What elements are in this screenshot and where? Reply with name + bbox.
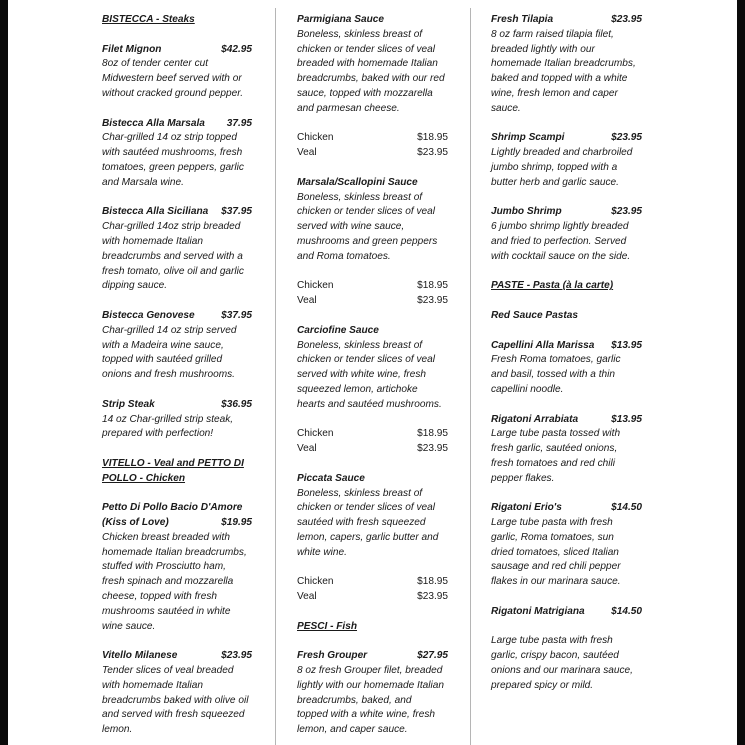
item-description: mushrooms sautéed in white xyxy=(102,605,231,617)
item-description: jumbo shrimp, topped with a xyxy=(491,161,618,173)
item-description: Large tube pasta with fresh xyxy=(491,635,613,647)
item-description: and fried to perfection. Served xyxy=(491,235,627,247)
item-description: fresh tomatoes and red chili xyxy=(491,457,615,469)
item-description: wine sauce. xyxy=(102,620,156,632)
subsection-heading-red-sauce: Red Sauce Pastas xyxy=(491,309,578,321)
menu-item-title: Bistecca Alla Siciliana $37.95 xyxy=(102,206,252,218)
item-description: breadcrumbs, baked with our red xyxy=(297,73,445,85)
price-row-veal: Veal $23.95 xyxy=(297,443,448,455)
item-description: cheese, topped with fresh xyxy=(102,591,218,603)
item-description: lemon, and caper sauce. xyxy=(297,724,408,736)
item-description: fresh tomato, olive oil and garlic xyxy=(102,265,244,277)
item-description: and Roma tomatoes. xyxy=(297,250,391,262)
item-description: with cocktail sauce on the side. xyxy=(491,250,631,262)
menu-item-title: Parmigiana Sauce xyxy=(297,14,384,25)
item-description: Boneless, skinless breast of xyxy=(297,28,423,40)
menu-item-title: Vitello Milanese $23.95 xyxy=(102,650,252,662)
item-description: Tender slices of veal breaded xyxy=(102,665,234,677)
item-description: sauce. xyxy=(491,102,521,114)
item-description: without cracked ground pepper. xyxy=(102,87,244,99)
menu-item-title: Petto Di Pollo Bacio D'Amore xyxy=(102,502,243,514)
item-description: lightly with our homemade Italian xyxy=(297,679,444,691)
item-description: homemade Italian breadcrumbs, xyxy=(102,546,247,558)
price-row-chicken: Chicken $18.95 xyxy=(297,428,448,440)
section-heading-pesci: PESCI - Fish xyxy=(297,620,358,632)
item-description: chicken or tender slices of veal xyxy=(297,43,436,55)
menu-item-title: Shrimp Scampi $23.95 xyxy=(491,132,642,144)
item-description: chicken or tender slices of veal xyxy=(297,354,436,366)
item-description: topped with a white wine, fresh xyxy=(297,709,436,721)
item-description: and parmesan cheese. xyxy=(297,102,400,114)
menu-item-title: Piccata Sauce xyxy=(297,472,365,484)
item-description: with homemade Italian xyxy=(102,235,203,247)
item-description: Large tube pasta tossed with xyxy=(491,428,621,440)
menu-item-title: Fresh Grouper $27.95 xyxy=(297,650,448,662)
item-description: chicken or tender slices of veal xyxy=(297,502,436,514)
item-description: hearts and sautéed mushrooms. xyxy=(297,398,442,410)
menu-item-title: Rigatoni Erio's $14.50 xyxy=(491,502,642,514)
item-description: served with wine sauce, xyxy=(297,221,405,233)
menu-item-title: Bistecca Genovese $37.95 xyxy=(102,309,252,321)
menu-item-title: (Kiss of Love) $19.95 xyxy=(102,517,252,529)
price-row-chicken: Chicken $18.95 xyxy=(297,132,448,144)
item-description: Boneless, skinless breast of xyxy=(297,487,423,499)
menu-column-3 xyxy=(491,13,642,694)
item-description: stuffed with Prosciutto ham, xyxy=(102,561,226,573)
item-description: pepper flakes. xyxy=(491,472,555,484)
item-description: topped with sautéed grilled xyxy=(102,354,223,366)
item-description: with sautéed mushrooms, fresh xyxy=(102,147,243,159)
section-heading-steaks: BISTECCA - Steaks xyxy=(102,14,195,25)
item-description: prepared spicy or mild. xyxy=(491,679,594,691)
menu-item-title: Capellini Alla Marissa $13.95 xyxy=(491,339,642,351)
item-description: breadcrumbs and served with a xyxy=(102,250,243,262)
left-border xyxy=(0,0,8,745)
menu-item-title: Fresh Tilapia $23.95 xyxy=(491,14,642,25)
right-border xyxy=(737,0,745,745)
item-description: served with white wine, fresh xyxy=(297,369,427,381)
section-heading-pollo: POLLO - Chicken xyxy=(102,472,186,484)
item-description: onions and our marinara sauce, xyxy=(491,665,633,677)
item-description: Char-grilled 14 oz strip topped xyxy=(102,132,238,144)
section-heading-paste: PASTE - Pasta (à la carte) xyxy=(491,280,614,292)
item-description: with a Madeira wine sauce, xyxy=(102,339,224,351)
section-heading-vitello: VITELLO - Veal and PETTO DI xyxy=(102,457,244,469)
item-description: flakes in our marinara sauce. xyxy=(491,576,621,588)
item-description: and basil, tossed with a thin xyxy=(491,369,616,381)
item-description: prepared with perfection! xyxy=(102,428,214,440)
item-description: wine, fresh lemon and caper xyxy=(491,87,618,99)
item-description: breaded with homemade Italian xyxy=(297,58,438,70)
item-description: dried tomatoes, sliced Italian xyxy=(491,546,619,558)
item-description: Midwestern beef served with or xyxy=(102,73,242,85)
item-description: and Marsala wine. xyxy=(102,176,184,188)
item-description: garlic, Roma tomatoes, sun xyxy=(491,531,614,543)
item-description: breaded lightly with our xyxy=(491,43,595,55)
menu-item-title: Rigatoni Matrigiana $14.50 xyxy=(491,605,642,617)
price-row-chicken: Chicken $18.95 xyxy=(297,280,448,292)
price-row-veal: Veal $23.95 xyxy=(297,295,448,307)
column-divider-1 xyxy=(275,8,276,745)
item-description: lemon, capers, garlic butter and xyxy=(297,531,439,543)
item-description: 8 oz farm raised tilapia filet, xyxy=(491,28,614,40)
item-description: Boneless, skinless breast of xyxy=(297,339,423,351)
menu-item-title: Strip Steak $36.95 xyxy=(102,398,252,410)
item-description: tomatoes, green peppers, garlic xyxy=(102,161,244,173)
item-description: white wine. xyxy=(297,546,347,558)
item-description: 6 jumbo shrimp lightly breaded xyxy=(491,221,629,233)
column-divider-2 xyxy=(470,8,471,745)
item-description: with homemade Italian xyxy=(102,679,203,691)
menu-item-title: Filet Mignon $42.95 xyxy=(102,43,252,55)
item-description: breadcrumbs baked with olive oil xyxy=(102,694,249,706)
item-description: Boneless, skinless breast of xyxy=(297,191,423,203)
item-description: Char-grilled 14oz strip breaded xyxy=(102,221,241,233)
item-description: Lightly breaded and charbroiled xyxy=(491,147,633,159)
item-description: lemon. xyxy=(102,724,133,736)
item-description: Chicken breast breaded with xyxy=(102,531,230,543)
item-description: squeezed lemon, artichoke xyxy=(297,383,418,395)
item-description: mushrooms and green peppers xyxy=(297,235,438,247)
item-description: onions and fresh mushrooms. xyxy=(102,369,235,381)
menu-item-title: Carciofine Sauce xyxy=(297,324,379,336)
menu-item-title: Jumbo Shrimp $23.95 xyxy=(491,206,642,218)
item-description: Char-grilled 14 oz strip served xyxy=(102,324,237,336)
item-description: capellini noodle. xyxy=(491,383,564,395)
price-row-chicken: Chicken $18.95 xyxy=(297,576,448,588)
menu-column-1 xyxy=(102,13,252,738)
item-description: Large tube pasta with fresh xyxy=(491,517,613,529)
item-description: sauce, topped with mozzarella xyxy=(297,87,433,99)
item-description: baked and topped with a white xyxy=(491,73,628,85)
item-description: chicken or tender slices of veal xyxy=(297,206,436,218)
item-description: 8oz of tender center cut xyxy=(102,58,209,70)
item-description: breadcrumbs, baked, and xyxy=(297,694,412,706)
price-row-veal: Veal $23.95 xyxy=(297,591,448,603)
menu-item-title: Rigatoni Arrabiata $13.95 xyxy=(491,413,642,425)
menu-item-title: Bistecca Alla Marsala 37.95 xyxy=(102,117,252,129)
item-description: fresh garlic, sautéed onions, xyxy=(491,443,618,455)
item-description: Fresh Roma tomatoes, garlic xyxy=(491,354,621,366)
item-description: sausage and red chili pepper xyxy=(491,561,621,573)
item-description: garlic, crispy bacon, sautéed xyxy=(491,650,619,662)
item-description: homemade Italian breadcrumbs, xyxy=(491,58,636,70)
item-description: fresh spinach and mozzarella xyxy=(102,576,234,588)
item-description: butter herb and garlic sauce. xyxy=(491,176,619,188)
item-description: sautéed with fresh squeezed xyxy=(297,517,426,529)
price-row-veal: Veal $23.95 xyxy=(297,147,448,159)
item-description: and served with fresh squeezed xyxy=(102,709,245,721)
item-description: dipping sauce. xyxy=(102,280,168,292)
menu-column-2 xyxy=(297,13,448,738)
menu-item-title: Marsala/Scallopini Sauce xyxy=(297,176,418,188)
item-description: 14 oz Char-grilled strip steak, xyxy=(102,413,234,425)
item-description: 8 oz fresh Grouper filet, breaded xyxy=(297,665,443,677)
